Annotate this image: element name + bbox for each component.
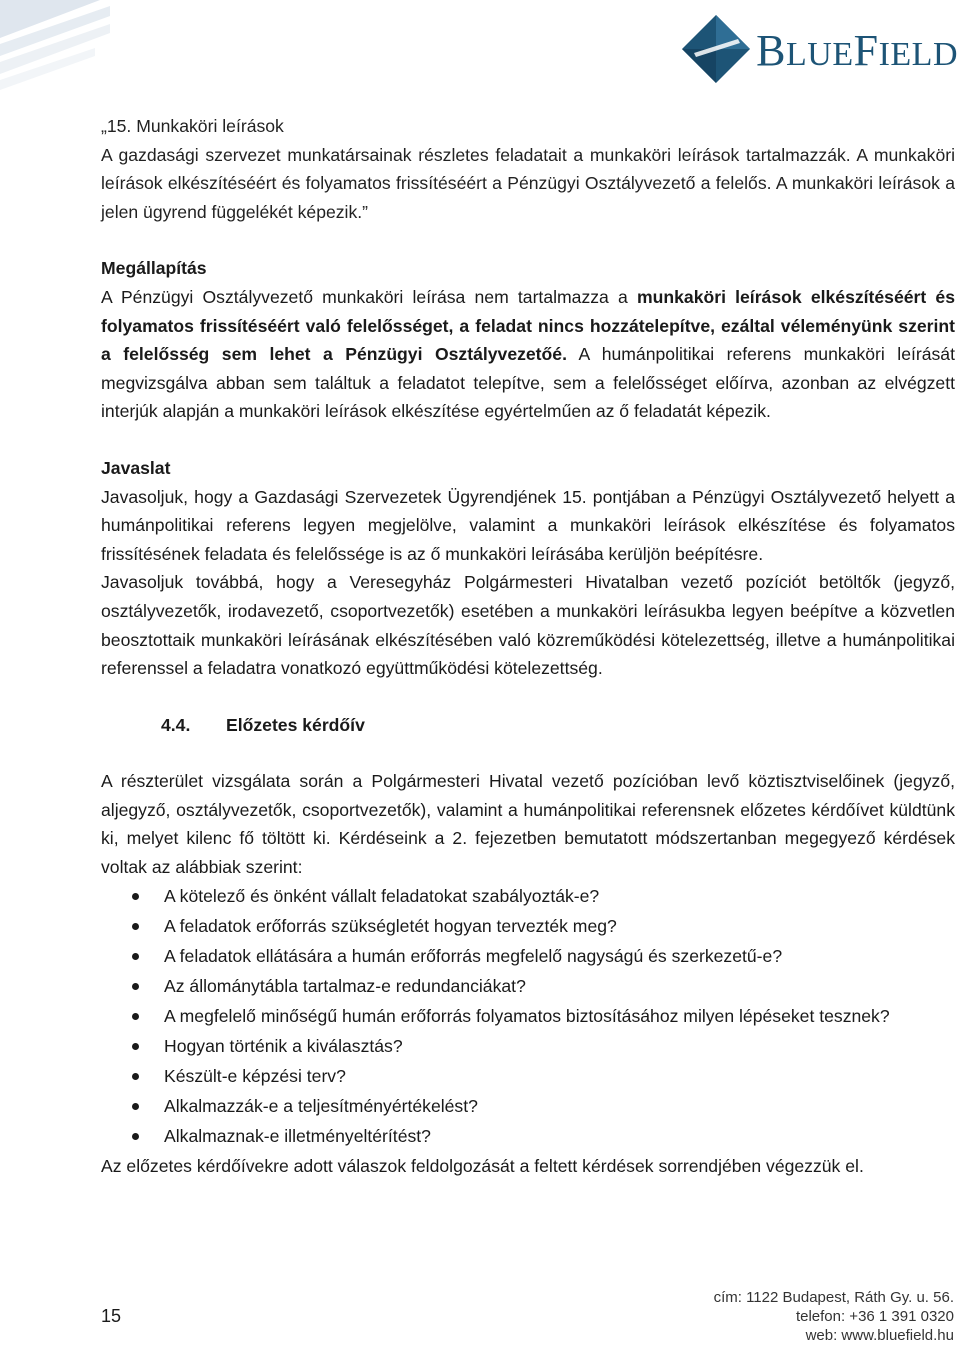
list-item: Készült-e képzési terv? [101, 1062, 955, 1091]
list-item: A feladatok erőforrás szükségletét hogyan tervezték meg? [101, 912, 955, 941]
footer-web: web: www.bluefield.hu [805, 1327, 954, 1344]
section-intro: A részterület vizsgálata során a Polgármesteri Hivatal vezető pozícióban levő köztisztviselőinek (jegyző, aljegyző, osztályvezetők, csoportvezetők), valamint a humánpolitikai referensnek előzetes kérdőívet küldtünk ki, melyet kilenc fő töltött ki. Kérdéseink a 2. fejezetben bemutatott módszertanban megegyező kérdések voltak az alábbiak szerint: [101, 771, 955, 878]
section-number: 4.4. [161, 714, 191, 735]
bullet-icon [132, 1043, 139, 1050]
list-item: Alkalmaznak-e illetményeltérítést? [101, 1122, 955, 1151]
section-heading [161, 711, 955, 740]
bullet-icon [132, 1013, 139, 1020]
bullet-icon [132, 923, 139, 930]
quote-title: „15. Munkaköri leírások [101, 116, 284, 136]
bullet-icon [132, 1103, 139, 1110]
bullet-icon [132, 953, 139, 960]
question-list [101, 882, 955, 1150]
proposal-heading: Javaslat [101, 457, 171, 478]
document-body [101, 112, 955, 1180]
list-item: A kötelező és önként vállalt feladatokat szabályozták-e? [101, 882, 955, 911]
bullet-icon [132, 1073, 139, 1080]
list-item: A megfelelő minőségű humán erőforrás folyamatos biztosításához milyen lépéseket tesznek? [101, 1002, 955, 1031]
quote-text: A gazdasági szervezet munkatársainak részletes feladatait a munkaköri leírások tartalmazzák. A munkaköri leírások elkészítéséért és folyamatos frissítéséért a Pénzügyi Osztályvezető a felelős. A munkaköri leírások a jelen ügyrend függelékét képezik.” [101, 144, 955, 222]
bullet-icon [132, 893, 139, 900]
finding-paragraph: A Pénzügyi Osztályvezető munkaköri leírása nem tartalmazza a munkaköri leírások elkészítéséért és folyamatos frissítéséért való felelősséget, a feladat nincs hozzátelepítve, ezáltal véleményünk szerint a felelősség sem lehet a Pénzügyi Osztályvezetőé. A humánpolitikai referens munkaköri leírását megvizsgálva abban sem találtuk a feladatot telepítve, sem a felelősséget előírva, azonban az elvégzett interjúk alapján a munkaköri leírások elkészítése egyértelműen az ő feladatát képezik. [101, 286, 955, 422]
bullet-icon [132, 1133, 139, 1140]
list-item: Alkalmazzák-e a teljesítményértékelést? [101, 1092, 955, 1121]
finding-heading: Megállapítás [101, 258, 207, 279]
logo-diamond-icon [680, 13, 752, 85]
bullet-icon [132, 983, 139, 990]
proposal-paragraph-2: Javasoljuk továbbá, hogy a Veresegyház Polgármesteri Hivatalban vezető pozíciót betöltők (jegyző, osztályvezetők, irodavezető, csoportvezetők) esetében a munkaköri leírásukba legyen beépítve a közvetlen beosztottaik munkaköri leírásának elkészítésében való közreműködési kötelezettség, illetve a humánpolitikai referenssel a feladatra vonatkozó együttműködési kötelezettség. [101, 572, 955, 679]
list-item: Hogyan történik a kiválasztás? [101, 1032, 955, 1061]
page-number: 15 [101, 1306, 122, 1326]
logo-wordmark: BLUEFIELD [756, 26, 958, 75]
list-item: A feladatok ellátására a humán erőforrás megfelelő nagyságú és szerkezetű-e? [101, 942, 955, 971]
section-title: Előzetes kérdőív [226, 714, 365, 735]
footer-address: cím: 1122 Budapest, Ráth Gy. u. 56. [713, 1289, 954, 1306]
list-item: Az állománytábla tartalmaz-e redundanciákat? [101, 972, 955, 1001]
proposal-paragraph-1: Javasoljuk, hogy a Gazdasági Szervezetek Ügyrendjének 15. pontjában a Pénzügyi Osztályvezető helyett a humánpolitikai referens legyen megjelölve, valamint a munkaköri leírások elkészítése és folyamatos frissítésének feladata és felelőssége is az ő munkaköri leírásába kerüljön beépítésre. [101, 486, 955, 564]
footer-phone: telefon: +36 1 391 0320 [795, 1308, 954, 1325]
closing-paragraph: Az előzetes kérdőívekre adott válaszok feldolgozását a feltett kérdések sorrendjében végezzük el. [101, 1155, 864, 1176]
bluefield-logo [680, 12, 958, 86]
corner-decoration [0, 0, 110, 95]
footer-contact [714, 1288, 954, 1345]
